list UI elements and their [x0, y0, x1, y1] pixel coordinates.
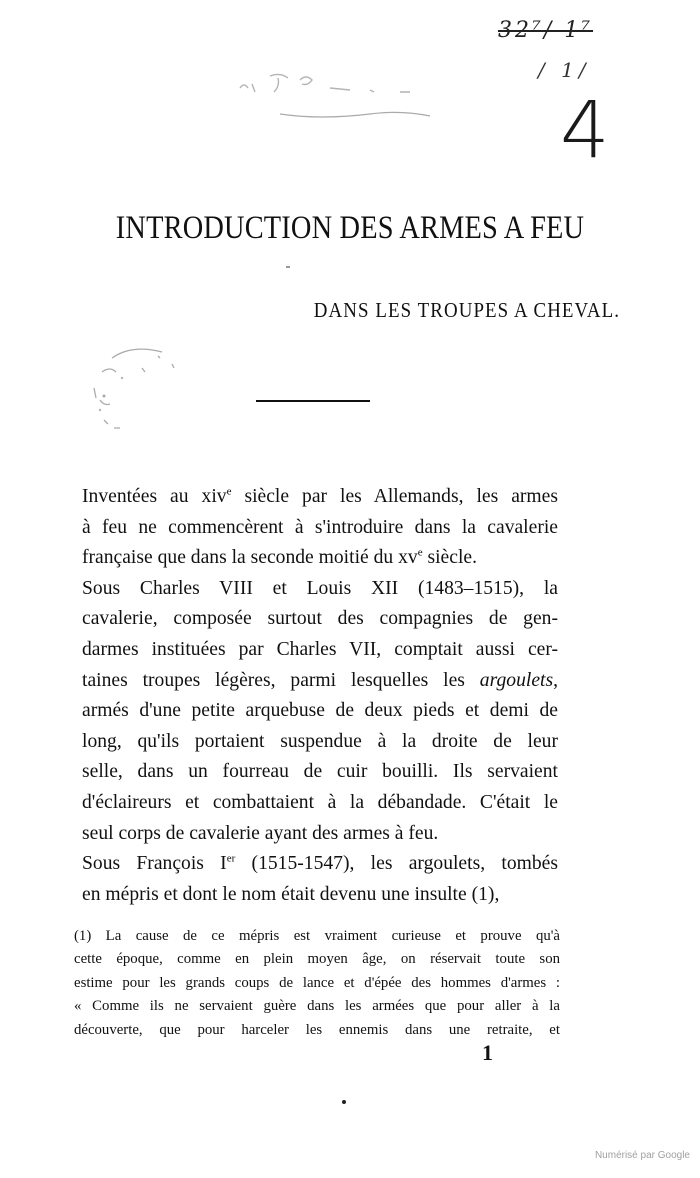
chapter-title: INTRODUCTION DES ARMES A FEU: [115, 210, 585, 246]
page-number: 1: [482, 1040, 493, 1065]
chapter-subtitle: DANS LES TROUPES A CHEVAL.: [313, 298, 620, 322]
faint-stamp-top: [230, 66, 450, 128]
footnote-line: cette époque, comme en plein moyen âge, on réservait toute son: [74, 951, 560, 968]
body-line: Inventées au xiv$^e$ siècle par les Allemands, les armes: [82, 485, 558, 507]
body-line: seul corps de cavalerie ayant des armes à feu.: [82, 822, 439, 844]
body-line: darmes instituées par Charles VII, comptait aussi cer-: [82, 638, 558, 660]
body-line: Sous François Ier (1515-1547), les argoulets, tombés: [82, 852, 558, 875]
body-line: cavalerie, composée surtout des compagnies de gen-: [82, 608, 558, 630]
body-text: [82, 482, 558, 910]
body-line: taines troupes légères, parmi lesquelles les argoulets,: [82, 669, 558, 691]
title-divider: [256, 400, 370, 402]
footnote-line: découverte, que pour harceler les ennemis dans une retraite, et: [74, 1021, 560, 1038]
footnote-line: (1) La cause de ce mépris est vraiment curieuse et prouve qu'à: [74, 928, 560, 944]
ink-mark: [286, 266, 290, 268]
ink-dot: [342, 1100, 346, 1104]
body-line: à feu ne commencèrent à s'introduire dans la cavalerie: [82, 516, 558, 538]
footnote: [74, 925, 560, 1042]
digitization-watermark: Numérisé par Google: [594, 1150, 690, 1161]
body-line: selle, dans un fourreau de cuir bouilli. Ils servaient: [82, 761, 558, 783]
handwritten-shelfmark: 32⁷/ 1⁷: [498, 18, 594, 43]
body-line: française que dans la seconde moitié du $xv^e$ siècle.: [82, 546, 477, 569]
body-line: d'éclaireurs et combattaient à la débandade. C'était le: [82, 791, 558, 813]
body-line: en mépris et dont le nom était devenu une insulte (1),: [82, 883, 500, 905]
footnote-line: estime pour les grands coups de lance et d'épée des hommes d'armes :: [74, 974, 560, 991]
body-line: long, qu'ils portaient suspendue à la droite de leur: [82, 730, 558, 752]
footnote-line: « Comme ils ne servaient guère dans les armées que pour aller à la: [74, 998, 560, 1015]
body-line: Sous Charles VIII et Louis XII (1483–1515), la: [82, 577, 558, 599]
body-line: armés d'une petite arquebuse de deux pieds et demi de: [82, 700, 558, 722]
handwritten-volume-number: 4: [560, 86, 610, 176]
handwritten-shelfmark-sub: / 1/: [538, 58, 591, 82]
faint-stamp-left: [82, 338, 192, 438]
